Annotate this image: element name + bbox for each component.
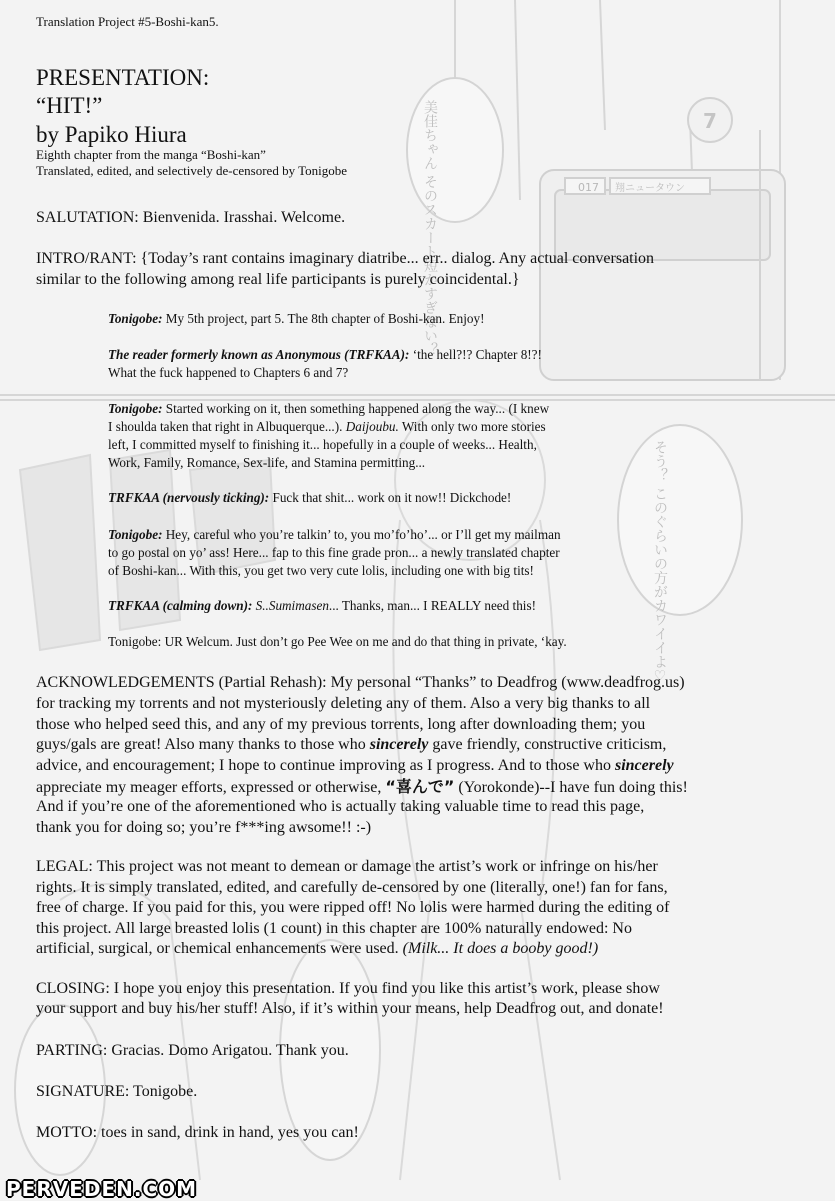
intro-line1: INTRO/RANT: {Today’s rant contains imaginary diatribe... err.. dialog. Any actual conversation bbox=[36, 250, 655, 267]
closing-line2: your support and buy his/her stuff! Also, if it’s within your means, help Deadfrog out, and donate! bbox=[36, 1000, 664, 1017]
ack-line6 bbox=[36, 777, 811, 799]
dialog-text: With only two more stories bbox=[398, 419, 546, 434]
ack-text: guys/gals are great! Also many thanks to those who bbox=[36, 736, 370, 753]
ack-line8: thank you for doing so; you’re f***ing awsome!! :-) bbox=[36, 819, 372, 836]
dialog-line-4 bbox=[108, 489, 511, 507]
dialog-speaker: Tonigobe: bbox=[108, 401, 163, 416]
subtitle-line2: Translated, edited, and selectively de-censored by Tonigobe bbox=[36, 163, 348, 178]
dialog-text: ... Thanks, man... I REALLY need this! bbox=[328, 598, 536, 613]
dialog-speaker: TRFKAA (nervously ticking): bbox=[108, 490, 270, 505]
ack-line2: for tracking my torrents and not mysteriously deleting any of them. Also a very big thanks to all bbox=[36, 695, 651, 712]
ack-line3: those who helped seed this, and any of my previous torrents, long after downloading them; you bbox=[36, 716, 646, 733]
dialog-text: Hey, careful who you’re talkin’ to, you mo’fo’ho’... or I’ll get my mailman bbox=[162, 527, 561, 542]
dialog-speaker: Tonigobe: bbox=[108, 311, 163, 326]
legal-italic: (Milk... It does a booby good!) bbox=[402, 940, 599, 957]
dialog-line-2b: What the fuck happened to Chapters 6 and 7? bbox=[108, 365, 349, 380]
dialog-line-3d: Work, Family, Romance, Sex-life, and Stamina permitting... bbox=[108, 455, 426, 470]
dialog-text: Fuck that shit... work on it now!! Dickchode! bbox=[269, 490, 512, 505]
page-title-line2: “HIT!” bbox=[36, 93, 103, 118]
ack-text: advice, and encouragement; I hope to continue improving as I progress. And to those who bbox=[36, 757, 615, 774]
site-watermark: PERVEDEN.COM bbox=[6, 1177, 198, 1201]
dialog-italic-word: Daijoubu. bbox=[345, 419, 399, 434]
signature-paragraph: SIGNATURE: Tonigobe. bbox=[36, 1083, 198, 1100]
ack-text: (Yorokonde)--I have fun doing this! bbox=[454, 779, 688, 796]
ack-line1: ACKNOWLEDGEMENTS (Partial Rehash): My personal “Thanks” to Deadfrog (www.deadfrog.us) bbox=[36, 674, 685, 691]
bus-number-text: 017 bbox=[578, 181, 599, 194]
closing-line1: CLOSING: I hope you enjoy this presentation. If you find you like this artist’s work, please show bbox=[36, 980, 660, 997]
speech-bubble-2-text: そう？ このぐらいの方がカワイイよ♡ bbox=[652, 440, 668, 685]
ack-line5 bbox=[36, 756, 811, 777]
legal-line2: rights. It is simply translated, edited, and carefully de-censored by one (literally, one!) fan for fans, bbox=[36, 879, 668, 896]
legal-line5 bbox=[36, 939, 811, 960]
dialog-text: ‘the hell?!? Chapter 8!?! bbox=[409, 347, 542, 362]
dialog-line-5c: of Boshi-kan... With this, you get two very cute lolis, including one with big tits! bbox=[108, 563, 534, 578]
intro-line2: similar to the following among real life participants is purely coincidental.} bbox=[36, 271, 520, 288]
dialog-speaker: TRFKAA (calming down): bbox=[108, 598, 253, 613]
dialog-line-5a bbox=[108, 526, 561, 544]
dialog-italic-word: S..Sumimasen bbox=[252, 598, 329, 613]
dialog-line-3b bbox=[108, 418, 546, 436]
dialog-text: I shoulda taken that right in Albuquerque...). bbox=[108, 419, 346, 434]
page-title-author: by Papiko Hiura bbox=[36, 122, 187, 147]
ack-text: gave friendly, constructive criticism, bbox=[428, 736, 667, 753]
dialog-line-3a bbox=[108, 400, 549, 418]
ack-line4 bbox=[36, 735, 811, 756]
ack-line7: And if you’re one of the aforementioned who is actually taking valuable time to read this page, bbox=[36, 798, 645, 815]
legal-line3: free of charge. If you paid for this, you were ripped off! No lolis were harmed during the editing of bbox=[36, 899, 670, 916]
salutation-paragraph: SALUTATION: Bienvenida. Irasshai. Welcome. bbox=[36, 209, 346, 226]
ack-emphasis: sincerely bbox=[614, 757, 674, 774]
dialog-line-7: Tonigobe: UR Welcum. Just don’t go Pee Wee on me and do that thing in private, ‘kay. bbox=[108, 634, 567, 649]
ack-emphasis: sincerely bbox=[369, 736, 429, 753]
dialog-line-1 bbox=[108, 310, 485, 328]
ack-japanese: “喜んで” bbox=[385, 777, 455, 796]
bus-route-text: 翔ニュータウン bbox=[615, 183, 685, 194]
dialog-line-2a bbox=[108, 346, 542, 364]
parting-paragraph: PARTING: Gracias. Domo Arigatou. Thank you. bbox=[36, 1042, 349, 1059]
dialog-speaker: The reader formerly known as Anonymous (TRFKAA): bbox=[108, 347, 410, 362]
dialog-line-6 bbox=[108, 597, 536, 615]
project-line: Translation Project #5-Boshi-kan5. bbox=[36, 14, 219, 29]
legal-text: artificial, surgical, or chemical enhancements were used. bbox=[36, 940, 403, 957]
ack-text: appreciate my meager efforts, expressed or otherwise, bbox=[36, 779, 386, 796]
legal-line1: LEGAL: This project was not meant to demean or damage the artist’s work or infringe on his/her bbox=[36, 858, 658, 875]
dialog-line-3c: left, I committed myself to finishing it... hopefully in a couple of weeks... Health, bbox=[108, 437, 537, 452]
subtitle-line1: Eighth chapter from the manga “Boshi-kan” bbox=[36, 147, 266, 162]
legal-line4: this project. All large breasted lolis (1 count) in this chapter are 100% naturally endowed: No bbox=[36, 920, 632, 937]
dialog-text: My 5th project, part 5. The 8th chapter of Boshi-kan. Enjoy! bbox=[162, 311, 485, 326]
motto-paragraph: MOTTO: toes in sand, drink in hand, yes you can! bbox=[36, 1124, 359, 1141]
stop-number-text: 7 bbox=[703, 109, 717, 133]
page-title-line1: PRESENTATION: bbox=[36, 65, 210, 90]
speech-bubble-1-text: 美佳ちゃん そのスカート短かすぎない？ bbox=[422, 100, 438, 357]
dialog-line-5b: to go postal on yo’ ass! Here... fap to this fine grade pron... a newly translated chapter bbox=[108, 545, 560, 560]
dialog-speaker: Tonigobe: bbox=[108, 527, 163, 542]
dialog-text: Started working on it, then something happened along the way... (I knew bbox=[162, 401, 550, 416]
